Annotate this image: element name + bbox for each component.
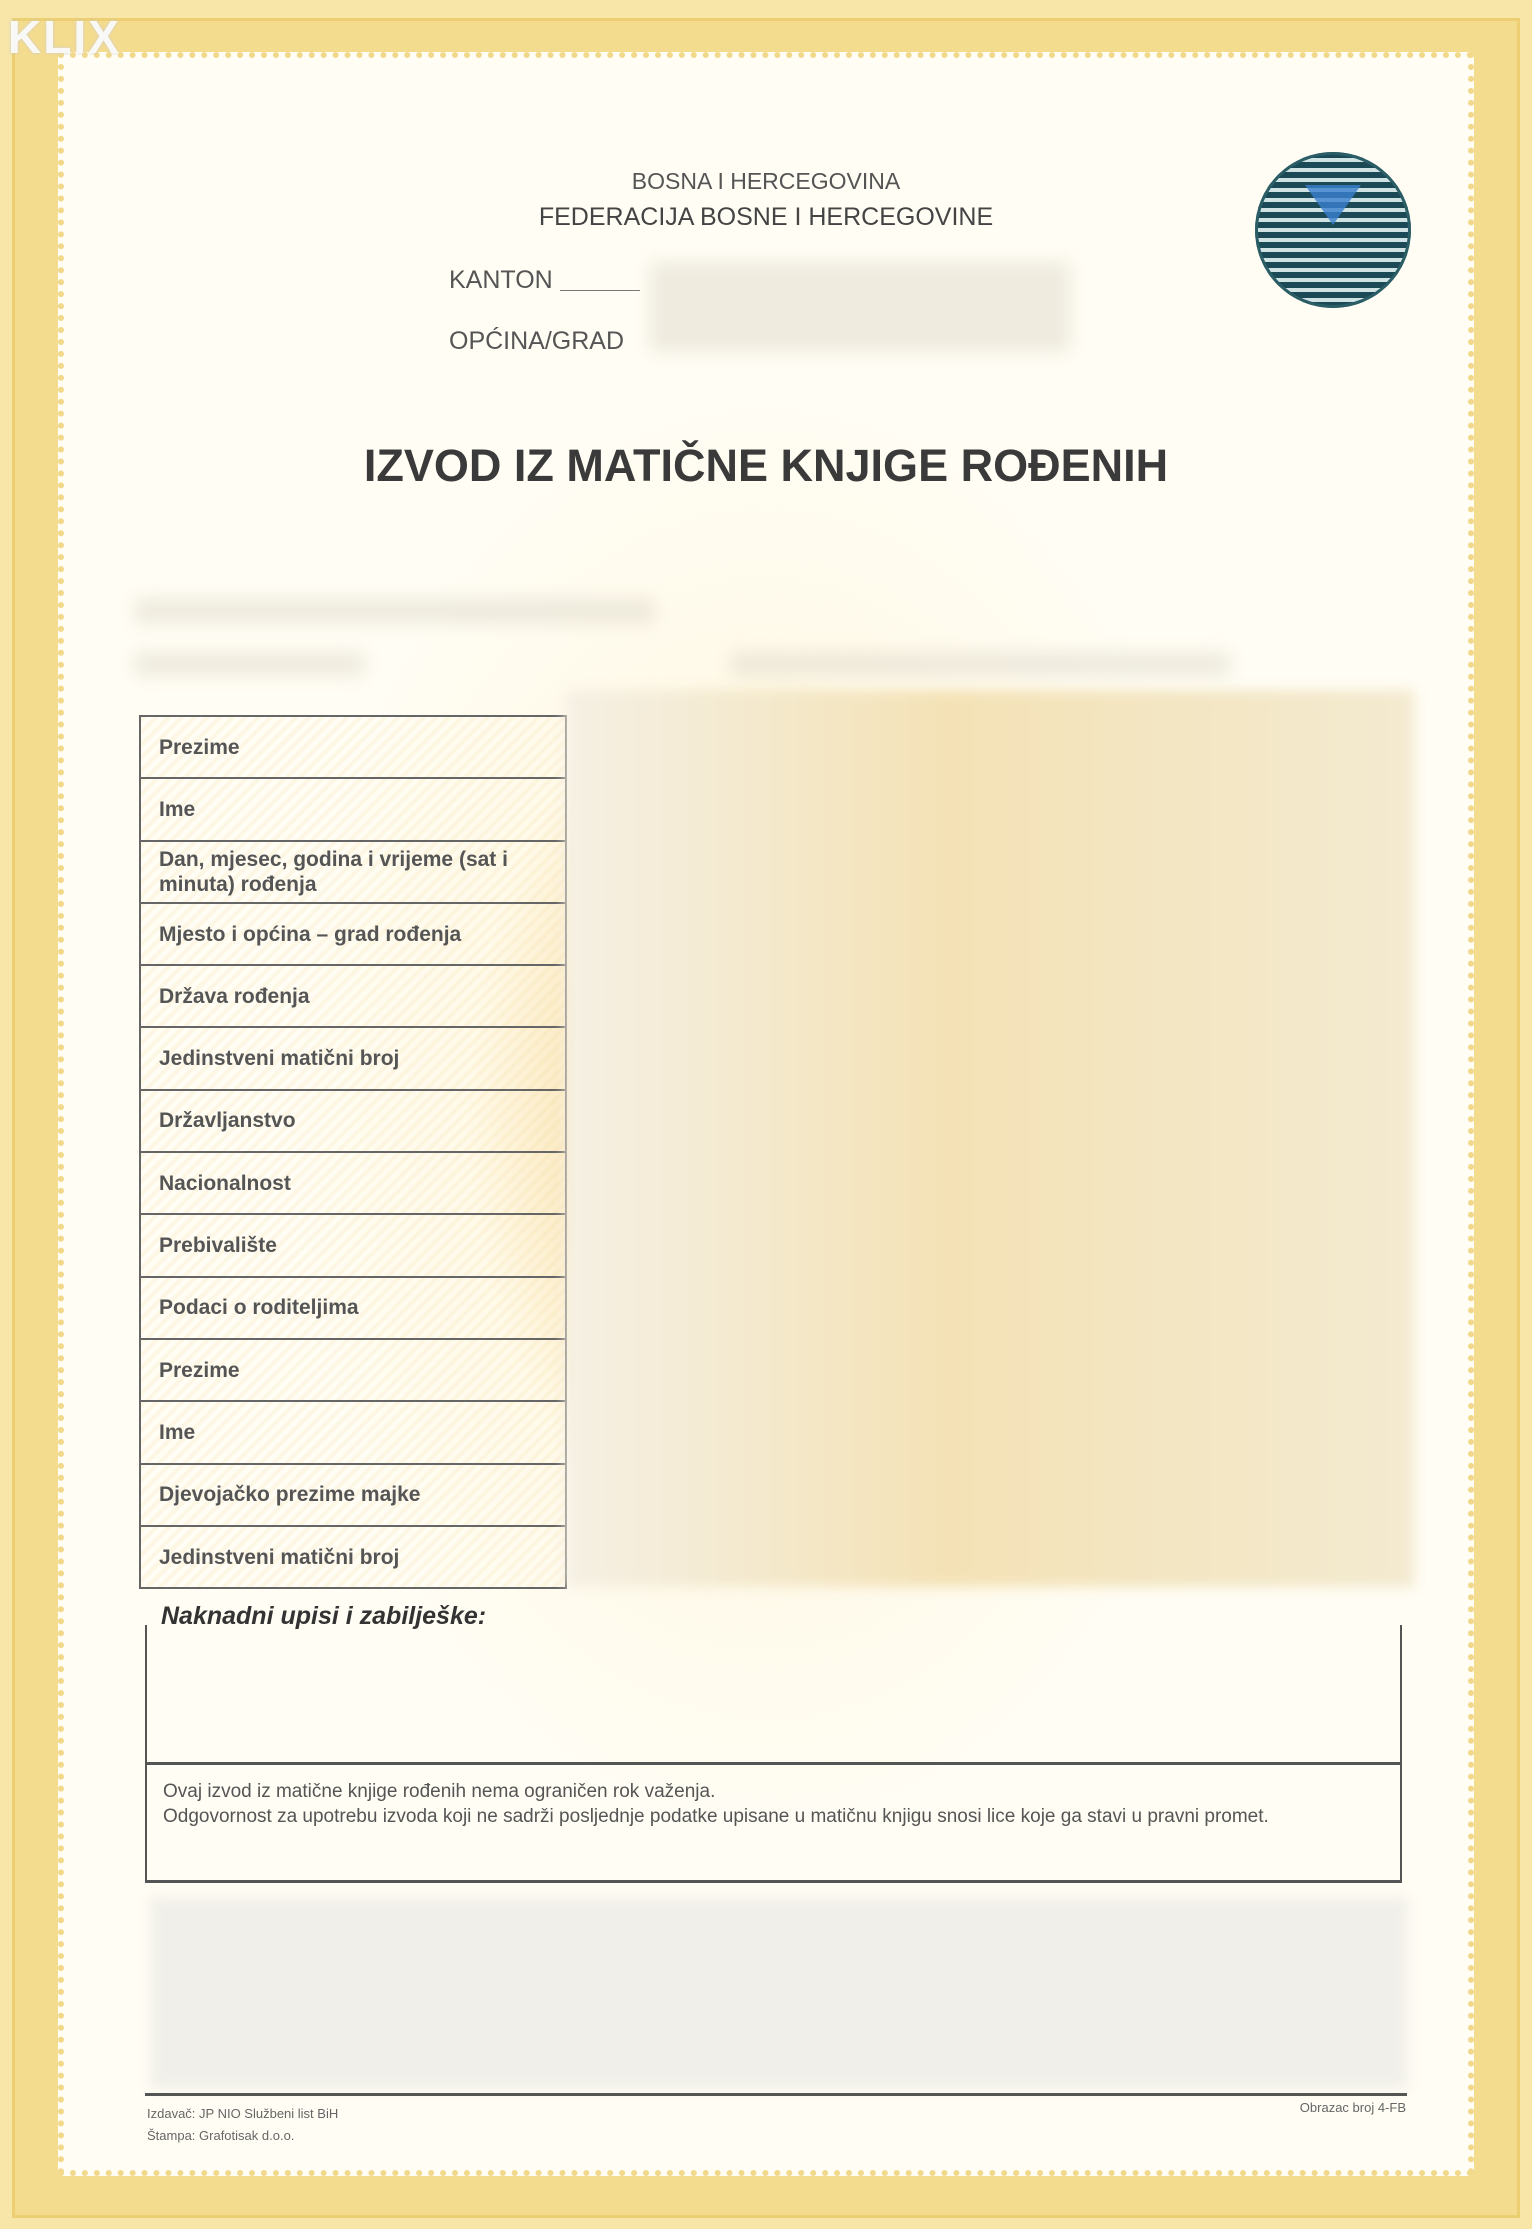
publisher-text: Izdavač: JP NIO Službeni list BiH xyxy=(147,2106,339,2121)
row-label: Država rođenja xyxy=(141,966,567,1028)
notes-area xyxy=(147,1625,1400,1765)
notes-box xyxy=(145,1625,1402,1883)
notes-heading: Naknadni upisi i zabilješke: xyxy=(161,1602,487,1630)
row-label: Prezime xyxy=(141,1340,567,1402)
row-label: Mjesto i općina – grad rođenja xyxy=(141,904,567,966)
printer-text: Štampa: Grafotisak d.o.o. xyxy=(147,2128,295,2143)
disclaimer-line: Odgovornost za upotrebu izvoda koji ne sadrži posljednje podatke upisane u matičnu knjigu snosi lice koje ga stavi u pravni promet. xyxy=(163,1806,1269,1827)
footer-divider xyxy=(145,2093,1407,2096)
row-label: Ime xyxy=(141,1402,567,1464)
document-title: IZVOD IZ MATIČNE KNJIGE ROĐENIH xyxy=(363,440,1169,491)
row-label: Dan, mjesec, godina i vrijeme (sat i minuta) rođenja xyxy=(141,842,567,904)
redacted-line xyxy=(135,598,655,624)
redacted-signature-area xyxy=(150,1897,1408,2089)
birth-data-table xyxy=(139,715,567,1589)
row-label: Jedinstveni matični broj xyxy=(141,1527,567,1589)
row-label: Prebivalište xyxy=(141,1215,567,1277)
row-label: Djevojačko prezime majke xyxy=(141,1465,567,1527)
row-label: Podaci o roditeljima xyxy=(141,1278,567,1340)
row-label: Prezime xyxy=(141,717,567,779)
row-label: Ime xyxy=(141,779,567,841)
federation-heading: FEDERACIJA BOSNE I HERCEGOVINE xyxy=(538,203,994,231)
row-label: Jedinstveni matični broj xyxy=(141,1028,567,1090)
hologram-seal-icon xyxy=(1255,152,1411,308)
watermark-logo: KLIX xyxy=(8,11,121,63)
kanton-underline xyxy=(560,290,640,291)
opcina-label: OPĆINA/GRAD xyxy=(449,327,625,355)
row-label: Državljanstvo xyxy=(141,1091,567,1153)
row-label: Nacionalnost xyxy=(141,1153,567,1215)
kanton-label: KANTON xyxy=(449,266,553,294)
redacted-values xyxy=(566,690,1414,1587)
disclaimer-line: Ovaj izvod iz matične knjige rođenih nema ograničen rok važenja. xyxy=(163,1781,716,1802)
form-number: Obrazac broj 4-FB xyxy=(1299,2100,1406,2115)
redacted-line xyxy=(730,652,1230,676)
redacted-kanton xyxy=(650,262,1070,352)
disclaimer xyxy=(147,1765,1400,1883)
country-heading: BOSNA I HERCEGOVINA xyxy=(631,168,901,194)
redacted-line xyxy=(135,652,365,676)
